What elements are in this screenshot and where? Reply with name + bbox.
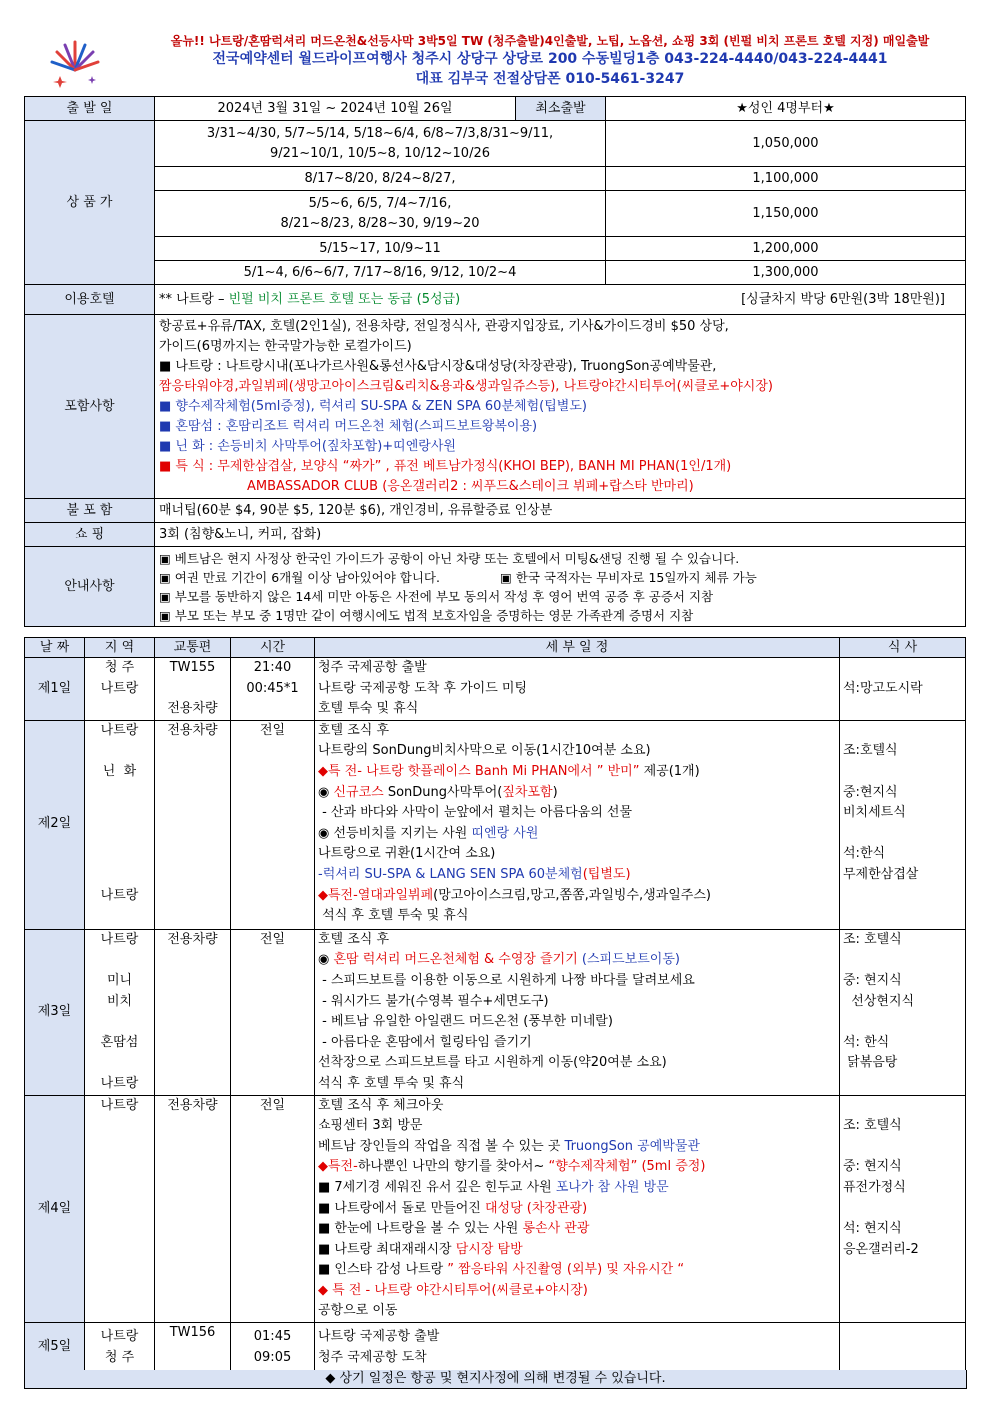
price-value: 1,150,000 [606, 191, 966, 237]
price-dates: 8/17~8/20, 8/24~8/27, [155, 167, 606, 191]
price-value: 1,300,000 [606, 261, 966, 285]
meal: 조: 호텔식 중: 현지식 퓨전가정식 석: 현지식 응온갤러리-2 [840, 1095, 966, 1323]
include-label: 포함사항 [25, 315, 155, 499]
day-row [25, 720, 966, 929]
day-label: 제5일 [25, 1323, 85, 1373]
day-label: 제4일 [25, 1095, 85, 1323]
hotel-value [155, 285, 966, 315]
include-line: AMBASSADOR CLUB (응온갤러리2 : 씨푸드&스테이크 뷔페+랍스타 반마리) [247, 478, 694, 494]
include-list [155, 315, 966, 499]
shopping-value: 3회 (침향&노니, 커피, 잡화) [155, 523, 966, 547]
detail: 호텔 조식 후 체크아웃 쇼핑센터 3회 방문 베트남 장인들의 작업을 직접 볼 수 있는 곳 TruongSon 공예박물관 ◆특전-하나뿐인 나만의 향기를 찾아서~ “향수제작체험” (5ml 증정) ■ 7세기경 세워진 유서 깊은 힌두교 사원 포나가 참 사원 방문 ■ 나트랑에서 돌로 만들어진 대성당 (차장관광) ■ 한눈에 나트랑을 볼 수 있는 사원 롱손사 관광 ■ 나트랑 최대재래시장 담시장 탐방 ■ 인스타 감성 나트랑 ” 짬응타워 사진촬영 (외부) 및 자유시간 “ ◆ 특 전 - 나트랑 야간시티투어(씨클로+야시장) 공항으로 이동 [315, 1095, 840, 1323]
hotel-name: 빈펄 비치 프론트 호텔 또는 동급 (5성급) [228, 291, 461, 307]
price-value: 1,050,000 [606, 121, 966, 167]
detail: 청주 국제공항 출발 나트랑 국제공항 도착 후 가이드 미팅 호텔 투숙 및 휴식 [315, 658, 840, 721]
price-value: 1,100,000 [606, 167, 966, 191]
notice-label: 안내사항 [25, 547, 155, 627]
time: 전일 [231, 720, 315, 929]
include-line: 가이드(6명까지는 한국말가능한 로컬가이드) [159, 338, 412, 354]
shopping-label: 쇼 핑 [25, 523, 155, 547]
header-meal: 식 사 [840, 638, 966, 658]
include-line: ■ 닌 화 : 손등비치 사막투어(짚차포함)+띠엔랑사원 [159, 438, 456, 454]
time: 전일 [231, 929, 315, 1095]
header-agency: 전국예약센터 월드라이프여행사 청주시 상당구 상당로 200 수동빌딩1층 043-224-4440/043-224-4441 [212, 51, 888, 67]
header-region: 지 역 [85, 638, 155, 658]
day-label: 제3일 [25, 929, 85, 1095]
notice-line: ▣ 부모 또는 부모 중 1명만 같이 여행시에도 법적 보호자임을 증명하는 영문 가족관계 증명서 지참 [159, 607, 694, 623]
include-line: ■ 나트랑 : 나트랑시내(포나가르사원&롱선사&담시장&대성당(차장관광), TruongSon공예박물관, [159, 358, 717, 374]
exclude-label: 불 포 함 [25, 499, 155, 523]
header-title: 올뉴!! 나트랑/혼땀럭셔리 머드온천&선등사막 3박5일 TW (청주출발)4인출발, 노팁, 노옵션, 쇼핑 3회 (빈펄 비치 프론트 호텔 지정) 매일출발 [170, 34, 930, 48]
detail: 호텔 조식 후 나트랑의 SonDung비치사막으로 이동(1시간10여분 소요) ◆특 전- 나트랑 핫플레이스 Banh Mi PHAN에서 ” 반미” 제공(1개) ◉ 신규코스 SonDung사막투어(짚차포함) - 산과 바다와 사막이 눈앞에서 펼치는 아름다움의 선물 ◉ 선등비치를 지키는 사원 띠엔랑 사원 나트랑으로 귀환(1시간여 소요) -럭셔리 SU-SPA & LANG SEN SPA 60분체험(팁별도) ◆특전-열대과일뷔페(망고아이스크림,망고,쫌쫌,과일빙수,생과일주스) 석식 후 호텔 투숙 및 휴식 [315, 720, 840, 929]
transport: TW156 [155, 1323, 231, 1373]
departure-label: 출 발 일 [25, 97, 155, 121]
departure-period: 2024년 3월 31일 ~ 2024년 10월 26일 [155, 97, 516, 121]
notice-line: ▣ 여권 만료 기간이 6개월 이상 남아있어야 합니다. ▣ 한국 국적자는 무비자로 15일까지 체류 가능 [159, 569, 757, 585]
time: 21:40 00:45*1 [231, 658, 315, 721]
price-dates: 3/31~4/30, 5/7~5/14, 5/18~6/4, 6/8~7/3,8/31~9/11, 9/21~10/1, 10/5~8, 10/12~10/26 [155, 121, 606, 167]
region: 청 주 나트랑 [85, 658, 155, 721]
price-value: 1,200,000 [606, 237, 966, 261]
info-table [24, 96, 966, 627]
notice-list [155, 547, 966, 627]
header-time: 시간 [231, 638, 315, 658]
meal: 조: 호텔식 중: 현지식 선상현지식 석: 한식 닭볶음탕 [840, 929, 966, 1095]
header-contact: 대표 김부국 전절상담폰 010-5461-3247 [415, 71, 685, 87]
header-detail: 세 부 일 정 [315, 638, 840, 658]
footer-note: ◆ 상기 일정은 항공 및 현지사정에 의해 변경될 수 있습니다. [24, 1370, 967, 1389]
day-row [25, 658, 966, 721]
meal: 석:망고도시락 [840, 658, 966, 721]
header-transport: 교통편 [155, 638, 231, 658]
day-label: 제2일 [25, 720, 85, 929]
header-date: 날 짜 [25, 638, 85, 658]
notice-line: ▣ 부모를 동반하지 않은 14세 미만 아동은 사전에 부모 동의서 작성 후 영어 번역 공증 후 공증서 지참 [159, 588, 714, 604]
detail: 호텔 조식 후 ◉ 혼땀 럭셔리 머드온천체험 & 수영장 즐기기 (스피드보트이동) - 스피드보트를 이용한 이동으로 시원하게 나짱 바다를 달려보세요 - 워시가드 불가(수영복 필수+세면도구) - 베트남 유일한 아일랜드 머드온천 (풍부한 미네랄) - 아름다운 혼땀에서 힐링타임 즐기기 선착장으로 스피드보트를 타고 시원하게 이동(약20여분 소요) 석식 후 호텔 투숙 및 휴식 [315, 929, 840, 1095]
day-row [25, 1323, 966, 1373]
include-line: 짬응타워야경,과일뷔페(생망고아이스크림&리치&용과&생과일쥬스등), 나트랑야간시티투어(씨클로+야시장) [159, 378, 773, 394]
transport: 전용차량 [155, 929, 231, 1095]
region: 나트랑 청 주 [85, 1323, 155, 1373]
region: 나트랑 닌 화 나트랑 [85, 720, 155, 929]
transport: 전용차량 [155, 720, 231, 929]
firework-logo-icon [48, 36, 102, 90]
region: 나트랑 미니 비치 혼땀섬 나트랑 [85, 929, 155, 1095]
itinerary-table [24, 637, 966, 1373]
price-dates: 5/1~4, 6/6~6/7, 7/17~8/16, 9/12, 10/2~4 [155, 261, 606, 285]
transport: 전용차량 [155, 1095, 231, 1323]
exclude-value: 매너팁(60분 $4, 90분 $5, 120분 $6), 개인경비, 유류할증료 인상분 [155, 499, 966, 523]
meal [840, 1323, 966, 1373]
include-line: ■ 혼땀섬 : 혼땀리조트 럭셔리 머드온천 체험(스피드보트왕복이용) [159, 418, 538, 434]
time: 전일 [231, 1095, 315, 1323]
hotel-single-charge: [싱글차지 박당 6만원(3박 18만원)] [741, 291, 945, 307]
meal: 조:호텔식 중:현지식 비치세트식 석:한식 무제한삼겹살 [840, 720, 966, 929]
min-value: ★성인 4명부터★ [606, 97, 966, 121]
hotel-prefix: ** 나트랑 – [159, 291, 229, 307]
price-label: 상 품 가 [25, 121, 155, 285]
price-dates: 5/15~17, 10/9~11 [155, 237, 606, 261]
region: 나트랑 [85, 1095, 155, 1323]
day-label: 제1일 [25, 658, 85, 721]
price-dates: 5/5~6, 6/5, 7/4~7/16, 8/21~8/23, 8/28~30, 9/19~20 [155, 191, 606, 237]
time: 01:45 09:05 [231, 1323, 315, 1373]
transport: TW155 전용차량 [155, 658, 231, 721]
include-line: ■ 향수제작체험(5ml증정), 럭셔리 SU-SPA & ZEN SPA 60분체험(팁별도) [159, 398, 587, 414]
include-line: 항공료+유류/TAX, 호텔(2인1실), 전용차량, 전일정식사, 관광지입장료, 기사&가이드경비 $50 상당, [159, 318, 729, 334]
detail: 나트랑 국제공항 출발 청주 국제공항 도착 [315, 1323, 840, 1373]
include-line: ■ 특 식 : 무제한삼겹살, 보양식 “짜가” , 퓨전 베트남가정식(KHOI BEP), BANH MI PHAN(1인/1개) [159, 458, 732, 474]
day-row [25, 1095, 966, 1323]
notice-line: ▣ 베트남은 현지 사정상 한국인 가이드가 공항이 아닌 차량 또는 호텔에서 미팅&샌딩 진행 될 수 있습니다. [159, 550, 740, 566]
flyer-header [0, 28, 992, 92]
day-row [25, 929, 966, 1095]
min-label: 최소출발 [516, 97, 606, 121]
hotel-label: 이용호텔 [25, 285, 155, 315]
